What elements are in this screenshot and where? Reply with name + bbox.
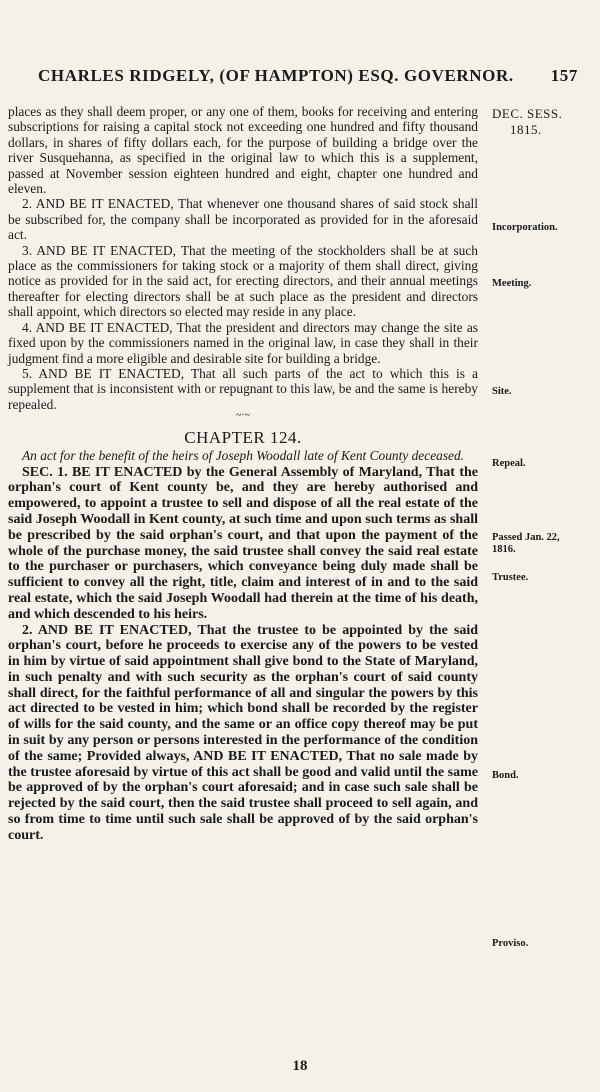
act-title: An act for the benefit of the heirs of Joseph Woodall late of Kent County deceased.: [21, 447, 465, 463]
paragraph-2: 2. AND BE IT ENACTED, That whenever one thousand shares of said stock shall be subscribed for, the company shall be incorporated as provided for in the aforesaid act.: [8, 196, 478, 243]
ornament: ~·~: [235, 410, 251, 422]
margin-bond: Bond.: [492, 770, 519, 781]
margin-incorporation: Incorporation.: [492, 222, 558, 233]
paragraph-1: places as they shall deem proper, or any one of them, books for receiving and entering subscriptions for raising a capital stock not exceeding one hundred and fifty thousand dollars, in shares of fifty dollars each, for the purpose of building a bridge over the river Susquehanna, as specified in the original law to which this is a supplement, passed at November session eighteen hundred and eight, chapter one hundred and eleven.: [8, 104, 478, 197]
margin-trustee: Trustee.: [492, 572, 529, 583]
paragraph-3: 3. AND BE IT ENACTED, That the meeting of the stockholders shall be at such place as the commissioners for taking stock or a majority of them shall direct, giving notice as provided for in the said act, for erecting directors, and their annual meetings thereafter for electing directors shall be at such place as the president and directors shall appoint, which directors so elected may reside in any place.: [8, 242, 478, 320]
signature-mark: 18: [292, 1058, 308, 1074]
margin-session-year: 1815.: [510, 122, 542, 137]
running-title: CHARLES RIDGELY, (OF HAMPTON) ESQ. GOVERNOR.: [38, 66, 514, 85]
margin-session: [492, 106, 592, 138]
chapter-heading: CHAPTER 124.: [184, 428, 302, 448]
margin-proviso: Proviso.: [492, 938, 529, 949]
margin-repeal: Repeal.: [492, 458, 526, 469]
page-number: 157: [550, 66, 578, 85]
running-header: [38, 66, 578, 86]
section-2: 2. AND BE IT ENACTED, That the trustee to be appointed by the said orphan's court, before he proceeds to exercise any of the powers to be vested in him by virtue of said appointment shall give bond to the State of Maryland, in such penalty and with such security as the orphan's court of said county shall direct, for the faithful performance of all and singular the powers by this act directed to be vested in him; which bond shall be recorded by the register of wills for the said county, and the same or an office copy thereof may be put in suit by any person or persons interested in the performance of the condition of the same; Provided always, AND BE IT ENACTED, That no sale made by the trustee aforesaid by virtue of this act shall be good and valid until the same be approved of by the orphan's court aforesaid; and in case such sale shall be rejected by the said court, then the said trustee shall proceed to sell again, and so from time to time until such sale shall be approved of by the said orphan's court.: [8, 622, 478, 843]
margin-session-label: DEC. SESS.: [492, 106, 563, 121]
paragraph-5: 5. AND BE IT ENACTED, That all such parts of the act to which this is a supplement that is inconsistent with or repugnant to this law, be and the same is hereby repealed.: [8, 365, 478, 412]
margin-site: Site.: [492, 386, 512, 397]
margin-passed: Passed Jan. 22, 1816.: [492, 532, 560, 555]
paragraph-4: 4. AND BE IT ENACTED, That the president and directors may change the site as fixed upon by the commissioners named in the original law, in case they shall in their judgment find a more eligible and desirable site for building a bridge.: [8, 319, 478, 366]
margin-meeting: Meeting.: [492, 278, 532, 289]
main-text: [8, 104, 478, 844]
section-1: SEC. 1. BE IT ENACTED by the General Assembly of Maryland, That the orphan's court of Kent county be, and they are hereby authorised and empowered, to appoint a trustee to sell and dispose of all the real estate of the said Joseph Woodall in Kent county, at such time and upon such terms as shall be prescribed by the said orphan's court, and that upon the payment of the whole of the purchase money, the said trustee shall convey the said real estate to the purchaser or purchasers, which conveyance being duly made shall be sufficient to convey all the right, title, claim and interest of in and to the said real estate, which the said Joseph Woodall had therein at the time of his death, and which descended to his heirs.: [8, 464, 478, 622]
